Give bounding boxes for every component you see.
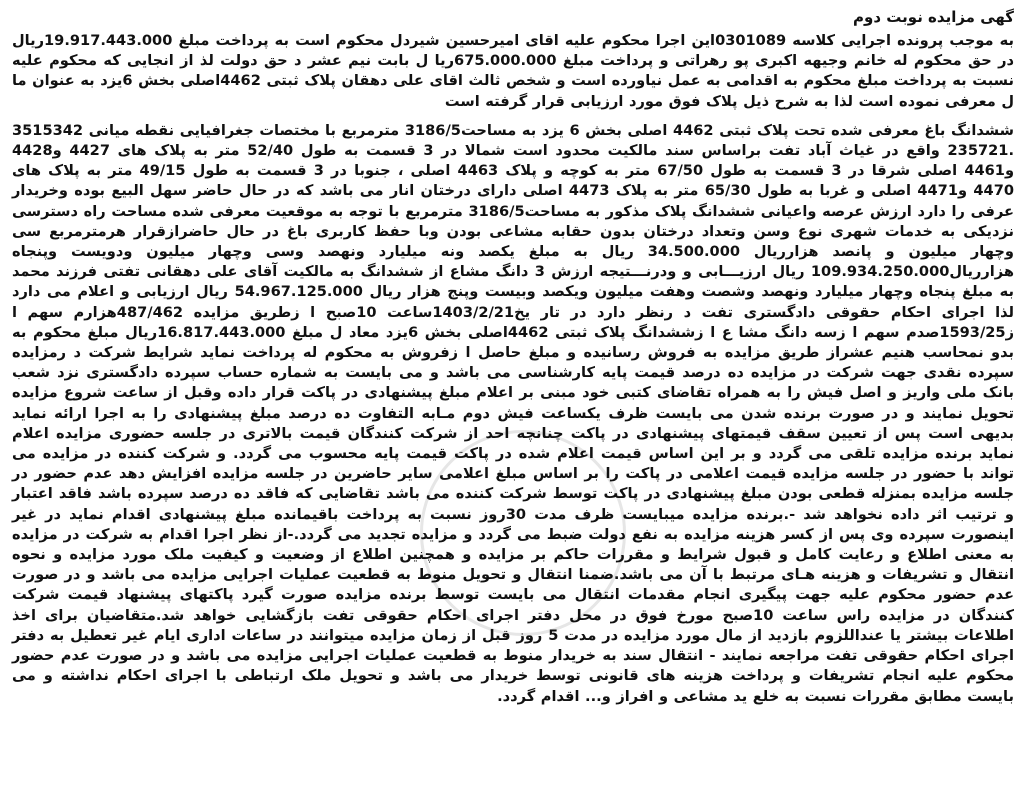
notice-content bbox=[12, 6, 1014, 707]
notice-paragraph-details: ششدانگ باغ معرفی شده تحت پلاک ثبتی 4462 اصلی بخش 6 یزد به مساحت3186/5 مترمربع با مختصات جغرافیایی نقطه میانی 3515342 .235721 واقع در غیاث آباد تفت براساس سند مالکیت محدود است شمالا در 3 قسمت به طول 52/40 متر به پلاک های 4427 و4428 و4461 اصلی شرقا در 3 قسمت به طول 67/50 متر به کوچه و پلاک 4463 اصلی ، جنوبا در 3 قسمت به طول 49/15 متر به پلاک های 4470 و4471 اصلی و غربا به طول 65/30 متر به پلاک 4473 اصلی دارای درختان انار می باشد که در حال حاضر سهل البیع بوده وخریدار عرفی را دارد ارزش عرصه واعیانی ششدانگ پلاک مذکور به مساحت3186/5 مترمربع با توجه به موقعیت معرفی شده مساحت راه دسترسی نزدیکی به خدمات شهری نوع وسن وتعداد درختان بدون حقابه مشاعی بودن وبا حفظ کاربری باغ در حال حاضرازقرار هرمترمربع سی وچهار میلیون و پانصد هزارریال 34.500.000 ریال به مبلغ یکصد ونه میلیارد ونهصد وسی وچهار میلیون ودویست وپنجاه هزارریال109.934.250.000 ریال ارزیـــابی و ودرنـــتیجه ارزش 3 دانگ مشاع از ششدانگ به مالکیت آقای علی دهقانی تفتی فرزند محمد به مبلغ پنجاه وچهار میلیارد ونهصد وشصت وهفت میلیون ویکصد وبیست وپنج هزار ریال 54.967.125.000 ریال ارزیابی و اعلام می دارد لذا اجرای احکام حقوقی دادگستری تفت د رنظر دارد در تار یخ1403/2/21ساعت 10صبح ا زطریق مزایده 487/462هزارم سهم ا ز1593/25صدم سهم ا زسه دانگ مشا ع ا زششدانگ پلاک ثبتی 4462اصلی بخش 6یزد معاد ل مبلغ 16.817.443.000ریال مبلغ محکوم به بدو نمحاسب هنیم عشراز طریق مزایده به فروش رسانیده و مبلغ حاصل ا زفروش به محکوم له پرداخت نماید شرایط شرکت د رمزایده سپرده نقدی جهت شرکت در مزایده ده درصد قیمت پایه کارشناسی می باشد و می بایست به شماره حساب سپرده دادگستری نزد شعب بانک ملی واریز و اصل فیش را به همراه تقاضای کتبی خود مبنی بر اعلام مبلغ پیشنهادی در پاکت قرار داده وقبل از ساعت شروع مزایده تحویل نمایند و در صورت برنده شدن می بایست ظرف یکساعت فیش دوم مـابه التفاوت ده درصد مبلغ پیشنهادی را به اجرا ارائه نماید بدیهی است پس از تعیین سقف قیمتهای پیشنهادی در پاکت چنانچه احد از شرکت کنندگان قیمت بالاتری در جلسه حضوری مزایده اعلام نماید برنده مزایده تلقی می گردد و بر این اساس قیمت اعلام شده در پاکت قیمت پایه محسوب می گردد. و شرکت کننده در مزایده می تواند با حضور در جلسه مزایده قیمت اعلامی در پاکت را بر اساس مبلغ اعلامی سایر حاضرین در جلسه مزایده افزایش دهد عدم حضور در جلسه مزایده بمنزله قطعی بودن مبلغ پیشنهادی در پاکت توسط شرکت کننده می باشد تقاضایی که فاقد ده درصد سپرده باشد فاقد اعتبار و ترتیب اثر داده نخواهد شد -.برنده مزایده میبایست ظرف مدت 30روز نسبت به پرداخت باقیمانده مبلغ پیشنهادی اقدام نماید در غیر اینصورت سپرده وی پس از کسر هزینه مزایده به نفع دولت ضبط می گردد و مزایده تجدید می گردد.-از نظر اجرا اقدام به شرکت در مزایده به معنی اطلاع و رعایت کامل و قبول شرایط و مقررات حاکم بر مزایده و همچنین اطلاع از وضعیت و کیفیت ملک مورد مزایده و نحوه انتقال و تشریفات و هزینه هـای مرتبط با آن می باشد.ضمنا انتقال و تحویل منوط به قطعیت عملیات اجرایی مزایده می باشد و در صورت عدم حضور محکوم علیه جهت پیگیری انجام مقدمات انتقال می بایست توسط برنده مزایده صورت گیرد پاکتهای پیشنهاد قیمت شرکت کنندگان در مزایده راس ساعت 10صبح مورخ فوق در محل دفتر اجرای احکام حقوقی تفت بازگشایی خواهد شد.متقاضیان برای اخذ اطلاعات بیشتر یا عنداللزوم بازدید از مال مورد مزایده در مدت 5 روز قبل از زمان مزایده میتوانند در ساعات اداری ایام غیر تعطیل به دفتر اجرای احکام حقوقی تفت مراجعه نمایند - انتقال سند به خریدار منوط به قطعیت عملیات اجرایی مزایده می باشد و در صورت عدم حضور محکوم علیه انجام تشریفات و پرداخت هزینه های قانونی توسط خریدار می باشد و تحویل ملک ارتباطی با اجرای احکام نداشته و می بایست مطابق مقررات نسبت به خلع ید مشاعی و افراز و... اقدام گردد. bbox=[12, 121, 1015, 705]
notice-title: گهی مزایده نوبت دوم bbox=[853, 8, 1014, 26]
notice-paragraph-intro: به موجب پرونده اجرایی کلاسه 0301089این اجرا محکوم علیه اقای امیرحسین شیردل محکوم است به پرداخت مبلغ 19.917.443.000ریال در حق محکوم له خانم وجیهه اکبری پو رهراتی و پرداخت مبلغ 675.000.000ریا ل بابت نیم عشر د حق دولت لذ از انجایی که محکوم علیه نسبت به پرداخت مبلغ محکوم به اقدامی به عمل نیاورده است و شخص ثالث اقای علی دهقان پلاک ثبتی 4462اصلی بخش 6یزد به عنوان ما ل معرفی نموده است لذا به شرح ذیل پلاک فوق مورد ارزیابی قرار گرفته است bbox=[12, 32, 1015, 110]
